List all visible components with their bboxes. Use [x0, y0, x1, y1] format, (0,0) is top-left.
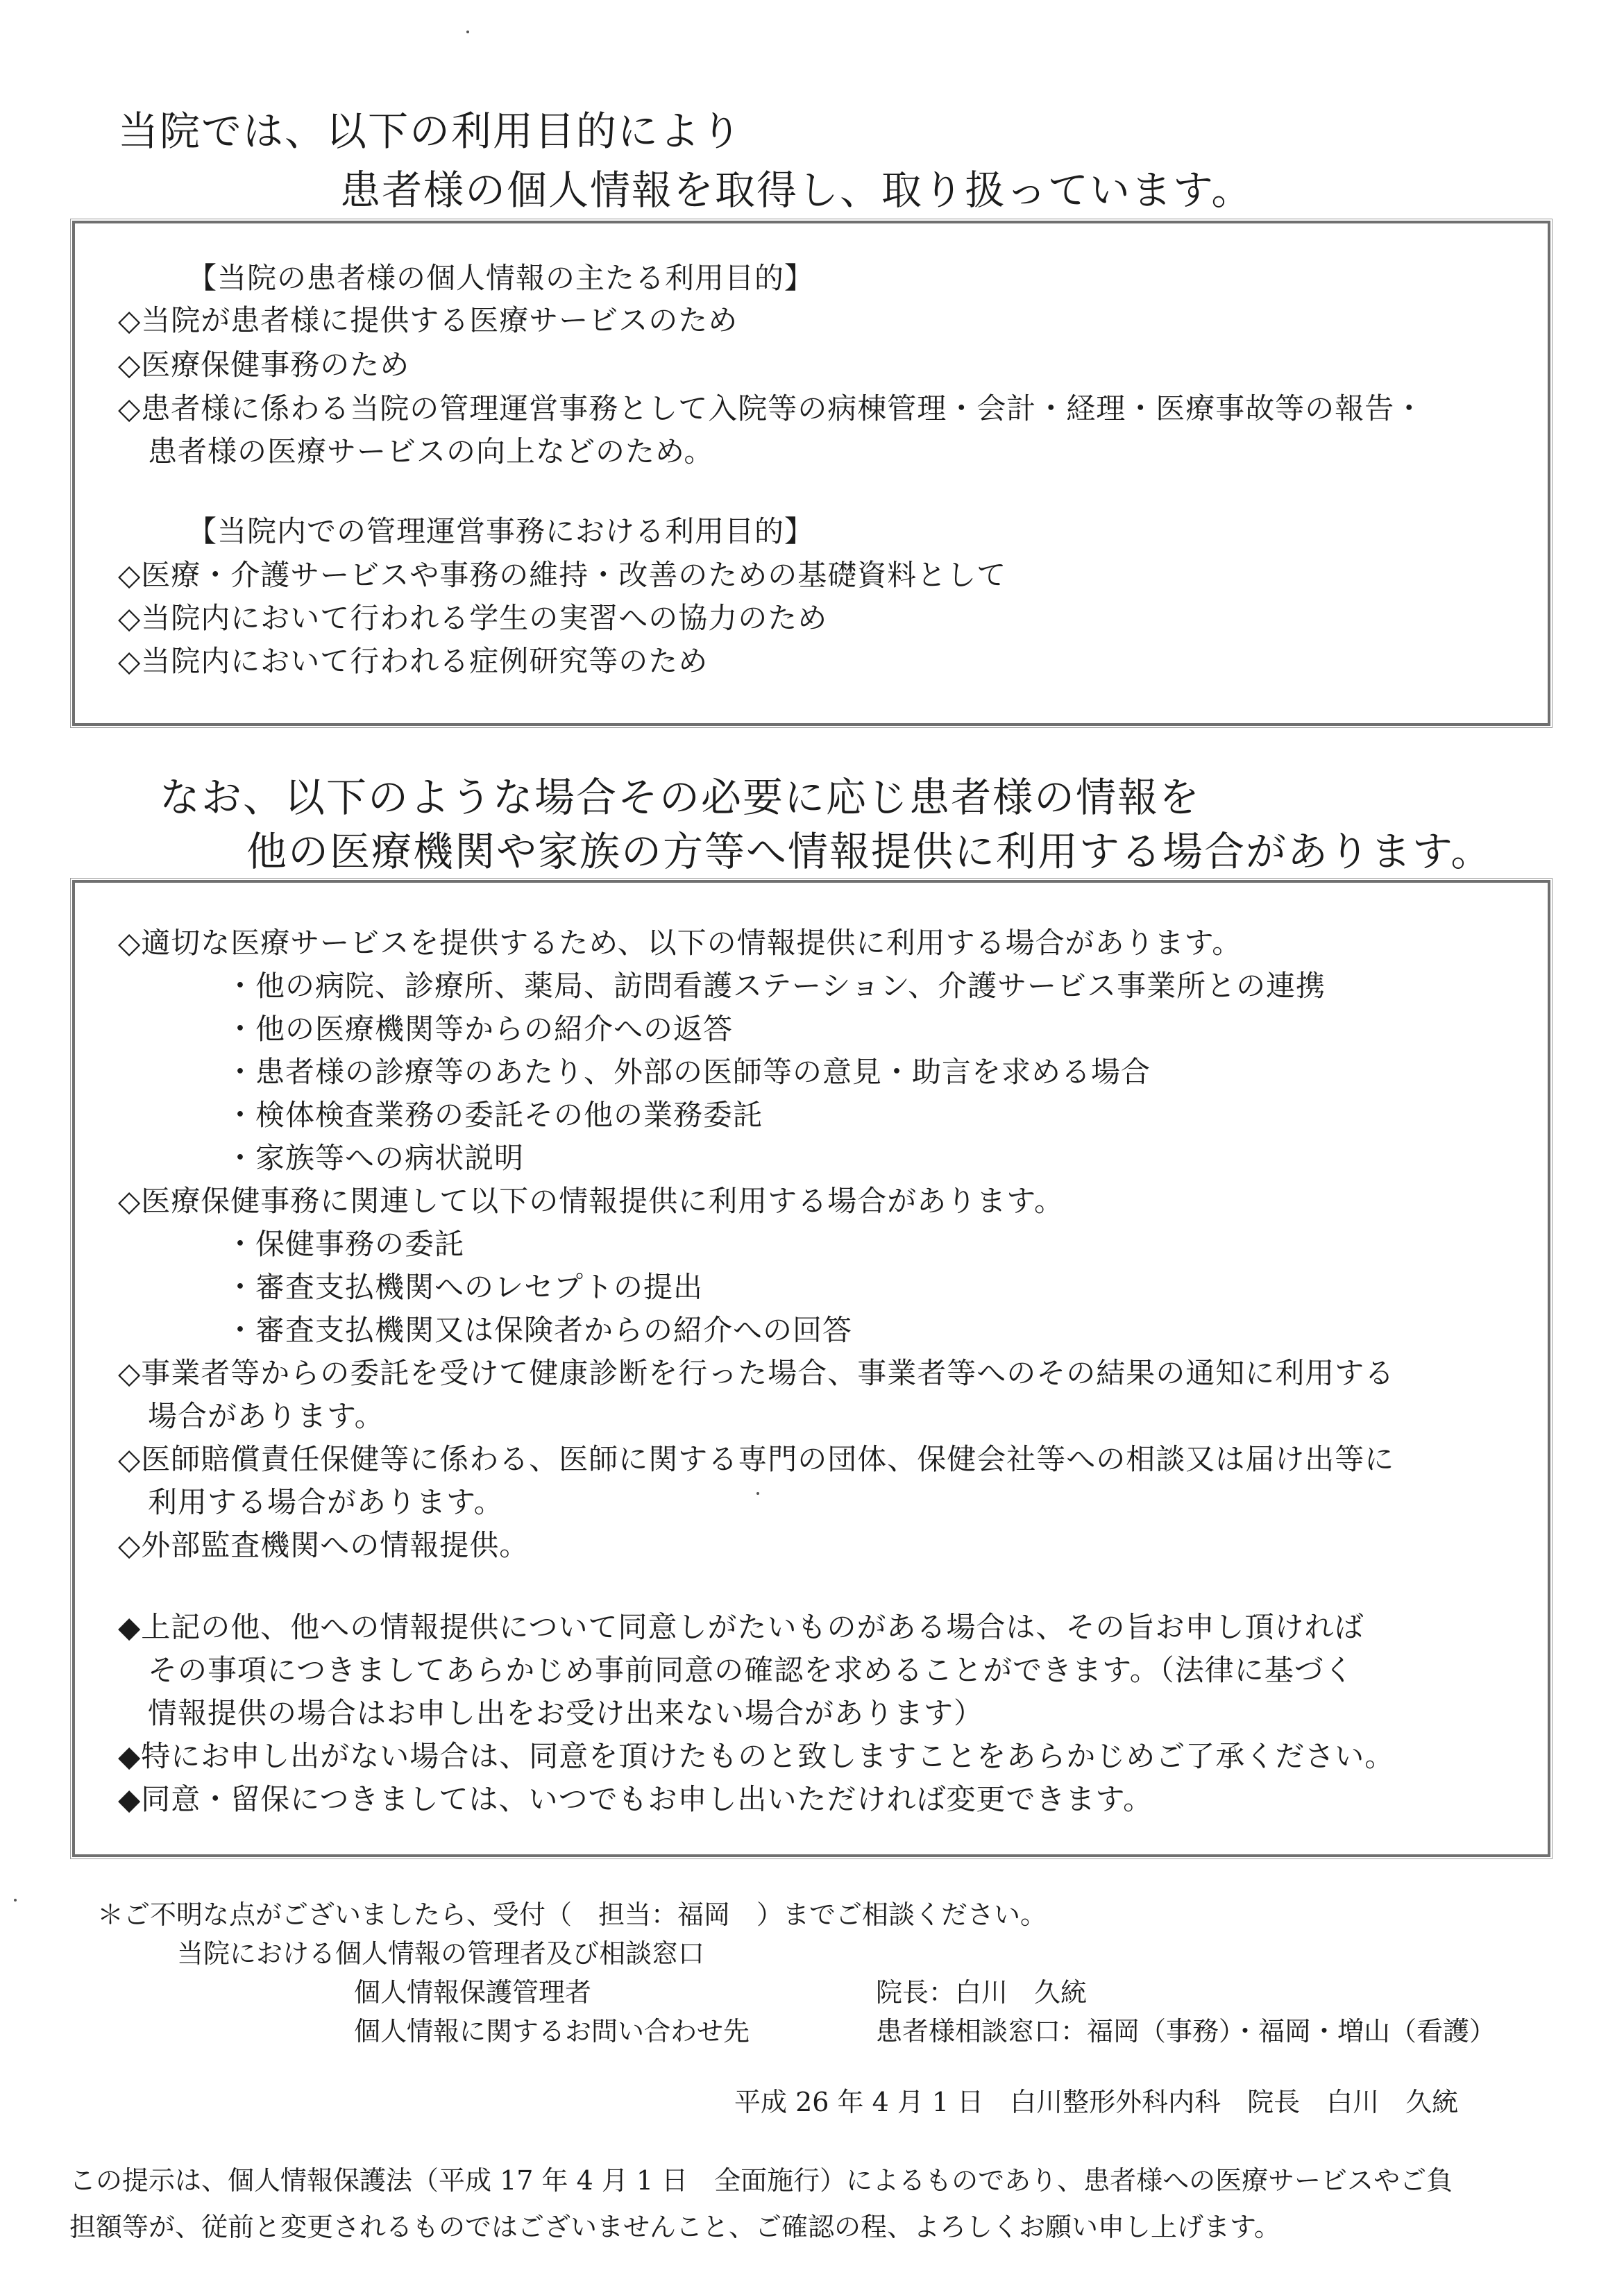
- list-item: 場合があります。: [118, 1399, 384, 1433]
- sub-item: ・検体検査業務の委託その他の業務委託: [226, 1098, 763, 1132]
- scan-speck: [466, 31, 469, 33]
- sub-item: ・家族等への病状説明: [226, 1141, 525, 1175]
- footer-line-1: この提示は、個人情報保護法（平成 17 年 4 月 1 日 全面施行）によるものであり、患者様への医療サービスやご負: [69, 2165, 1453, 2196]
- list-item: ◇医療・介護サービスや事務の維持・改善のための基礎資料として: [118, 558, 1007, 592]
- sub-item: ・保健事務の委託: [226, 1227, 465, 1261]
- date-signature: 平成 26 年 4 月 1 日 白川整形外科内科 院長 白川 久統: [734, 2087, 1459, 2117]
- consent-item: ◆上記の他、他への情報提供について同意しがたいものがある場合は、その旨お申し頂ければ: [118, 1610, 1364, 1644]
- manager-value: 院長：白川 久統: [876, 1977, 1088, 2008]
- heading-1-line-1: 当院では、以下の利用目的により: [118, 108, 743, 155]
- heading-2-line-2: 他の医療機関や家族の方等へ情報提供に利用する場合があります。: [246, 828, 1493, 875]
- consent-item: 情報提供の場合はお申し出をお受け出来ない場合があります）: [118, 1696, 984, 1730]
- section-2-title: 【当院内での管理運営事務における利用目的】: [187, 514, 815, 548]
- section-1-title: 【当院の患者様の個人情報の主たる利用目的】: [187, 261, 815, 295]
- list-item: ◇適切な医療サービスを提供するため、以下の情報提供に利用する場合があります。: [118, 926, 1242, 960]
- sub-item: ・患者様の診療等のあたり、外部の医師等の意見・助言を求める場合: [226, 1055, 1151, 1089]
- sub-item: ・他の医療機関等からの紹介への返答: [226, 1012, 734, 1046]
- consent-item: ◆特にお申し出がない場合は、同意を頂けたものと致しますことをあらかじめご了承ください。: [118, 1739, 1395, 1773]
- list-item: ◇事業者等からの委託を受けて健康診断を行った場合、事業者等へのその結果の通知に利用する: [118, 1356, 1395, 1390]
- footer-line-2: 担額等が、従前と変更されるものではございませんこと、ご確認の程、よろしくお願い申し上げます。: [69, 2212, 1280, 2242]
- manager-label: 個人情報保護管理者: [354, 1977, 592, 2008]
- list-item: ◇当院が患者様に提供する医療サービスのため: [118, 303, 738, 337]
- consent-item: その事項につきましてあらかじめ事前同意の確認を求めることができます。（法律に基づく: [118, 1653, 1354, 1687]
- office-title: 当院における個人情報の管理者及び相談窓口: [177, 1938, 705, 1969]
- list-item: 利用する場合があります。: [118, 1485, 504, 1519]
- inquiry-label: 個人情報に関するお問い合わせ先: [354, 2016, 750, 2047]
- contact-note: ＊ご不明な点がございましたら、受付（ 担当：福岡 ）までご相談ください。: [97, 1899, 1047, 1930]
- heading-2-line-1: なお、以下のような場合その必要に応じ患者様の情報を: [160, 774, 1201, 821]
- consent-item: ◆同意・留保につきましては、いつでもお申し出いただければ変更できます。: [118, 1782, 1153, 1816]
- heading-1-line-2: 患者様の個人情報を取得し、取り扱っています。: [340, 167, 1253, 214]
- list-item: ◇当院内において行われる学生の実習への協力のため: [118, 601, 828, 635]
- scan-speck: [756, 1492, 759, 1495]
- sub-item: ・審査支払機関又は保険者からの紹介への回答: [226, 1313, 853, 1347]
- list-item: ◇医師賠償責任保健等に係わる、医師に関する専門の団体、保健会社等への相談又は届け出等に: [118, 1442, 1395, 1476]
- list-item: ◇患者様に係わる当院の管理運営事務として入院等の病棟管理・会計・経理・医療事故等の報告・: [118, 391, 1425, 425]
- scan-speck: [14, 1899, 17, 1902]
- inquiry-value: 患者様相談窓口：福岡（事務）・福岡・増山（看護）: [876, 2016, 1496, 2047]
- sub-item: ・他の病院、診療所、薬局、訪問看護ステーション、介護サービス事業所との連携: [226, 969, 1326, 1003]
- list-item: ◇外部監査機関への情報提供。: [118, 1528, 530, 1562]
- list-item: ◇医療保健事務に関連して以下の情報提供に利用する場合があります。: [118, 1184, 1064, 1218]
- list-item: ◇当院内において行われる症例研究等のため: [118, 644, 709, 678]
- sub-item: ・審査支払機関へのレセプトの提出: [226, 1270, 704, 1304]
- list-item: ◇医療保健事務のため: [118, 348, 410, 382]
- list-item: 患者様の医療サービスの向上などのため。: [118, 434, 714, 468]
